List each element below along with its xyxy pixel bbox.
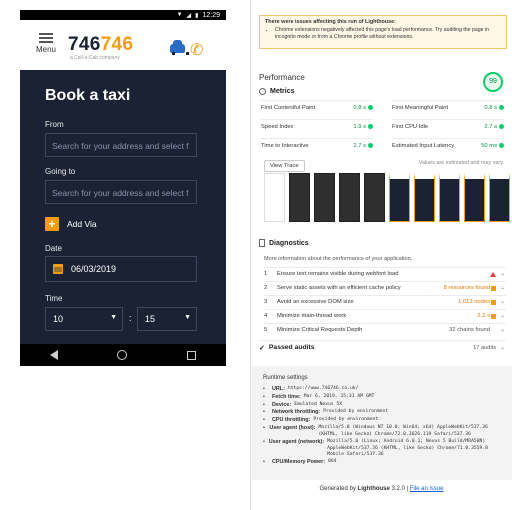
diagnostic-row[interactable] — [264, 281, 506, 294]
runtime-row: • CPU/Memory Power: 864 — [263, 459, 337, 466]
filmstrip-frame — [464, 173, 485, 222]
diagnostic-row[interactable] — [264, 323, 506, 336]
footer-prefix: Generated by — [319, 486, 356, 492]
runtime-key: User agent (network): — [268, 438, 325, 445]
phone-call-icon[interactable]: ✆ — [190, 42, 204, 59]
filmstrip-frame — [439, 173, 460, 222]
diagnostic-row[interactable] — [264, 267, 506, 280]
pass-icon — [499, 124, 504, 129]
runtime-title: Runtime settings — [263, 375, 308, 381]
chevron-down-icon: ⌄ — [499, 327, 505, 333]
menu-button[interactable] — [33, 31, 59, 54]
metric-label: Estimated Input Latency — [392, 142, 455, 149]
going-to-label: Going to — [45, 167, 76, 176]
metric-value: 2.7 s — [353, 142, 366, 149]
from-label: From — [45, 120, 64, 129]
diagnostic-title: Avoid an excessive DOM size — [277, 299, 354, 305]
date-label: Date — [45, 244, 62, 253]
chevron-down-icon: ▼ — [110, 314, 117, 321]
diagnostic-title: Ensure text remains visible during webfont load — [277, 271, 399, 277]
battery-icon: ▮ — [195, 12, 199, 19]
performance-score: 99 — [483, 72, 503, 92]
runtime-value: Emulated Nexus 5X — [294, 401, 343, 407]
runtime-settings — [251, 366, 512, 480]
runtime-row: • Fetch time: Mar 6, 2019, 15:31 AM GMT — [263, 393, 375, 400]
date-picker[interactable] — [45, 256, 197, 282]
fail-icon — [490, 272, 496, 277]
metric-label: First Meaningful Paint — [392, 104, 449, 111]
diagnostic-row[interactable] — [264, 295, 506, 308]
diagnostic-number: 3 — [264, 299, 268, 305]
metric-value: 2.7 s — [484, 123, 497, 130]
passed-audits-count: 17 audits — [473, 344, 496, 351]
passed-audits-label: Passed audits — [268, 344, 315, 351]
metric-row — [392, 119, 504, 133]
status-bar — [20, 10, 226, 20]
diagnostic-title: Minimize Critical Requests Depth — [277, 327, 363, 333]
runtime-key: CPU/Memory Power: — [272, 459, 326, 466]
runtime-row: • CPU throttling: Provided by environment — [263, 417, 379, 424]
metric-row — [392, 138, 504, 152]
metrics-label: Metrics — [270, 88, 295, 95]
runtime-value: Provided by environment — [313, 417, 379, 423]
runtime-value: Mozilla/5.0 (Linux; Android 6.0.1; Nexus 5 Build/MRA58N) AppleWebKit/537.36 (KHTML, like Gecko) Chrome/71.0.3559.0 Mobile Safari/537.36 — [327, 438, 489, 458]
metric-value: 50 ms — [481, 142, 497, 149]
diagnostic-value: 32 chains found — [449, 327, 490, 333]
filmstrip-frame — [414, 173, 435, 222]
runtime-row: • User agent (host): Mozilla/5.0 (Windows NT 10.0; Win64; x64) AppleWebKit/537.36 (KHTML, like Gecko) Chrome/72.0.3626.119 Safari/537.36 — [263, 425, 500, 439]
performance-title: Performance — [259, 73, 305, 82]
minute-select[interactable] — [137, 307, 197, 331]
report-footer — [251, 486, 512, 492]
metric-row — [261, 138, 373, 152]
file-issue-link[interactable]: File an issue — [409, 486, 444, 492]
passed-audits-toggle[interactable] — [259, 340, 506, 354]
filmstrip-frame — [289, 173, 310, 222]
warning-box — [259, 15, 507, 49]
hamburger-icon — [33, 33, 59, 43]
add-via-button[interactable] — [45, 217, 97, 231]
footer-version: 3.2.0 | — [391, 486, 409, 492]
runtime-key: URL: — [272, 386, 285, 392]
metric-label: Time to Interactive — [261, 142, 309, 149]
metric-label: Speed Index — [261, 123, 294, 130]
runtime-key: Fetch time: — [272, 393, 301, 400]
diagnostic-value: 2.2 s — [477, 313, 490, 319]
estimate-note: Values are estimated and may vary. — [418, 160, 504, 166]
chevron-down-icon: ⌄ — [499, 299, 505, 305]
car-icon[interactable] — [170, 44, 185, 53]
metric-label: First CPU Idle — [392, 123, 429, 130]
warning-icon — [491, 314, 496, 319]
time-label: Time — [45, 294, 63, 303]
hour-select[interactable] — [45, 307, 123, 331]
runtime-key: Network throttling: — [272, 409, 321, 416]
clock-icon — [259, 88, 266, 95]
menu-label: Menu — [35, 45, 56, 54]
booking-form — [30, 71, 212, 350]
chevron-down-icon: ▼ — [184, 314, 191, 321]
logo-part1: 746 — [68, 34, 101, 55]
chevron-down-icon: ⌄ — [499, 313, 505, 319]
filmstrip-frame — [264, 173, 285, 222]
filmstrip-frame — [489, 173, 510, 222]
from-input[interactable]: Search for your address and select f — [45, 133, 197, 157]
filmstrip-frame — [389, 173, 410, 222]
diagnostic-value: 1,013 nodes — [458, 299, 490, 305]
metric-label: First Contentful Paint — [261, 104, 316, 111]
calendar-icon — [53, 264, 63, 274]
view-trace-button[interactable]: View Trace — [264, 160, 305, 172]
check-icon: ✓ — [259, 344, 265, 352]
runtime-value: Mozilla/5.0 (Windows NT 10.0; Win64; x64) AppleWebKit/537.36 (KHTML, like Gecko) Chrome/72.0.3626.119 Safari/537.36 — [318, 425, 488, 437]
runtime-value: Provided by environment — [323, 409, 389, 415]
phone-emulator — [20, 10, 226, 366]
pass-icon — [499, 105, 504, 110]
runtime-row: • Network throttling: Provided by environment — [263, 409, 389, 416]
home-icon[interactable] — [117, 350, 127, 360]
chevron-down-icon: ⌄ — [499, 285, 505, 291]
recent-apps-icon[interactable] — [187, 351, 196, 360]
time-separator: : — [129, 313, 132, 323]
chevron-down-icon: ⌄ — [499, 271, 505, 277]
filmstrip-frame — [364, 173, 385, 222]
runtime-key: Device: — [272, 401, 292, 408]
logo[interactable] — [68, 34, 133, 61]
diagnostics-header — [259, 239, 309, 247]
logo-tagline: a Call-a-Cab company — [70, 55, 120, 61]
pass-icon — [368, 124, 373, 129]
diagnostic-row[interactable] — [264, 309, 506, 322]
warning-text: • Chrome extensions negatively affected this page's load performance. Try auditing the page in incognito mode or from a Chrome profile without extensions. — [275, 27, 501, 41]
pass-icon — [499, 143, 504, 148]
status-time: 12:29 — [202, 11, 220, 19]
add-via-label: Add Via — [67, 219, 97, 229]
filmstrip — [264, 173, 510, 222]
signal-icon: ◢ — [186, 12, 192, 19]
diagnostics-note: More information about the performance of your application. — [264, 256, 413, 262]
going-to-input[interactable]: Search for your address and select f — [45, 180, 197, 204]
runtime-row: • Device: Emulated Nexus 5X — [263, 401, 343, 408]
diagnostic-number: 5 — [264, 327, 268, 333]
runtime-value: Mar 6, 2019, 15:31 AM GMT — [303, 393, 375, 399]
metric-row — [261, 100, 373, 114]
date-value: 06/03/2019 — [71, 264, 117, 274]
metric-value: 0.8 s — [353, 104, 366, 111]
runtime-row: • URL: https://www.746746.co.uk/ — [263, 386, 359, 392]
filmstrip-frame — [314, 173, 335, 222]
diagnostic-number: 4 — [264, 313, 268, 319]
back-icon[interactable] — [50, 350, 58, 360]
pass-icon — [368, 143, 373, 148]
lighthouse-report — [251, 0, 512, 510]
footer-brand: Lighthouse — [357, 486, 390, 492]
runtime-key: CPU throttling: — [272, 417, 311, 424]
android-nav-bar — [20, 344, 226, 366]
logo-part2: 746 — [100, 34, 134, 55]
diagnostic-title: Serve static assets with an efficient cache policy — [277, 285, 401, 291]
runtime-row: • User agent (network): Mozilla/5.0 (Linux; Android 6.0.1; Nexus 5 Build/MRA58N) AppleWebKit/537.36 (KHTML, like Gecko) Chrome/71.0.3559.0 Mobile Safari/537.36 — [263, 439, 500, 459]
metrics-header — [259, 88, 295, 95]
runtime-value: https://www.746746.co.uk/ — [287, 386, 359, 391]
diagnostic-number: 2 — [264, 285, 268, 291]
metric-row — [392, 100, 504, 114]
diagnostic-title: Minimize main-thread work — [277, 313, 347, 319]
hour-value: 10 — [53, 314, 64, 324]
chevron-down-icon: ⌄ — [499, 345, 505, 351]
warning-icon — [491, 286, 496, 291]
app-header — [20, 20, 226, 70]
wifi-icon: ▼ — [176, 12, 183, 18]
diagnostic-value: 8 resources found — [443, 285, 490, 291]
pass-icon — [368, 105, 373, 110]
metric-value: 1.9 s — [353, 123, 366, 130]
runtime-key: User agent (host): — [269, 425, 316, 432]
diagnostics-label: Diagnostics — [269, 239, 309, 247]
clipboard-icon — [259, 239, 265, 247]
warning-title: There were issues affecting this run of Lighthouse: — [265, 19, 396, 25]
runtime-value: 864 — [328, 459, 337, 465]
diagnostic-number: 1 — [264, 271, 268, 277]
filmstrip-frame — [339, 173, 360, 222]
metric-value: 0.8 s — [484, 104, 497, 111]
warning-icon — [491, 300, 496, 305]
plus-icon: + — [45, 217, 59, 231]
metric-row — [261, 119, 373, 133]
form-title: Book a taxi — [45, 87, 131, 104]
minute-value: 15 — [145, 314, 156, 324]
